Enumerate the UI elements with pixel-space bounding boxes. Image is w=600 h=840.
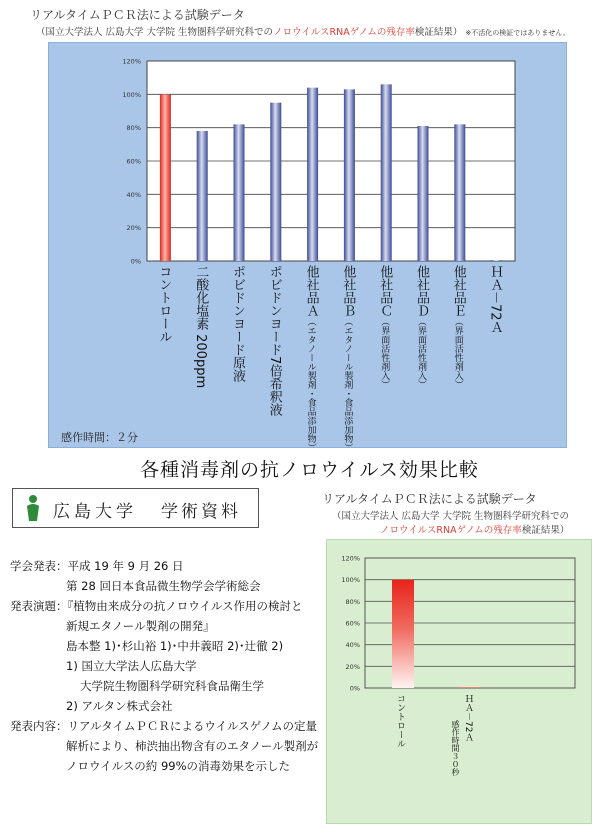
top-category-label-3 [268, 265, 281, 416]
top-category-main: ポビドンヨード7倍希釈液 [266, 265, 282, 417]
info-line-conference: 第 28 回日本食品微生物学会学術総会 [66, 579, 261, 593]
info-line-affil-1: 1) 国立大学法人広島大学 [66, 659, 197, 673]
bottom-y-tick-label: 60% [345, 619, 360, 628]
bottom-chart-panel [326, 539, 592, 824]
top-chart-subtitle: （国立大学法人 広島大学 大学院 生物圏科学研究科でのノロウイルスRNAゲノムの残存率検証結果） ※不活化の検証ではありません。 [36, 27, 570, 38]
top-category-main: 他社品Ａ [303, 265, 319, 317]
top-category-sub: （界面活性剤入） [452, 317, 463, 389]
top-category-main: 他社品Ｅ [450, 265, 466, 317]
info-line-content-2: 解析により、柿渋抽出物含有のエタノール製剤が [66, 739, 319, 753]
top-category-sub: （界面活性剤入） [379, 317, 390, 389]
bottom-label-control: コントロール [395, 694, 405, 748]
info-line-authors: 島本整 1)･杉山裕 1)･中井義昭 2)･辻徹 2) [66, 639, 284, 653]
bottom-y-tick-label: 40% [345, 641, 360, 650]
top-y-tick-label: 80% [126, 124, 141, 133]
top-category-label-7 [415, 265, 428, 389]
top-chart-panel [48, 42, 567, 452]
top-category-label-8 [452, 265, 465, 389]
top-category-sub: （エタノール製剤・食品添加物） [305, 317, 316, 452]
bottom-y-tick-label: 80% [345, 597, 360, 606]
top-y-tick-label: 0% [130, 257, 141, 266]
top-category-label-2 [231, 265, 244, 382]
top-category-label-5 [341, 265, 354, 452]
top-category-label-4 [305, 265, 318, 452]
bottom-label-time: 感作時間３０秒 [451, 720, 460, 776]
bottom-label-ha72a: ＨＡ－72Ａ [463, 694, 473, 742]
top-category-labels [49, 43, 566, 452]
top-category-main: ポビドンヨード原液 [230, 265, 245, 382]
top-category-sub: （界面活性剤入） [416, 317, 426, 389]
top-category-main: 二酸化塩素 200ppm [193, 265, 209, 389]
top-time-label: 感作時間：２分 [61, 431, 138, 444]
logo-doc-label: 学術資料 [161, 502, 241, 522]
top-y-tick-label: 100% [122, 90, 141, 99]
hiroshima-logo [12, 488, 259, 528]
bottom-chart-subtitle-2: ノロウイルスRNAゲノムの残存率検証結果） [380, 525, 570, 536]
top-y-tick-label: 20% [126, 224, 141, 233]
top-category-main: コントロール [156, 265, 172, 343]
top-chart-title: リアルタイムＰＣＲ法による試験データ [30, 8, 245, 22]
info-line-content-3: ノロウイルスの約 99%の消毒効果を示した [66, 759, 291, 773]
top-category-label-9 [489, 265, 502, 334]
bottom-y-tick-label: 0% [349, 684, 360, 693]
top-category-sub: （エタノール製剤・食品添加物） [342, 317, 353, 452]
presentation-info [10, 556, 320, 776]
top-category-main: 他社品Ｄ [414, 265, 429, 317]
top-category-label-1 [194, 265, 207, 388]
bottom-y-tick-label: 120% [341, 554, 360, 563]
bottom-y-tick-label: 100% [341, 576, 360, 585]
top-y-tick-label: 120% [122, 57, 141, 66]
bottom-chart-subtitle-1: （国立大学法人 広島大学 大学院 生物圏科学研究科での [332, 511, 570, 522]
bottom-bar-chart [327, 540, 591, 700]
bottom-bar-0 [392, 580, 414, 688]
university-emblem-icon [23, 494, 45, 522]
top-note: ※不活化の検証ではありません。 [465, 29, 570, 37]
top-category-main: 他社品Ｃ [377, 265, 393, 317]
top-category-main: 他社品Ｂ [340, 265, 356, 317]
logo-university-name: 広島大学 [53, 502, 137, 522]
bottom-y-tick-label: 20% [345, 662, 360, 671]
top-y-tick-label: 40% [126, 190, 141, 199]
top-category-label-6 [378, 265, 391, 389]
top-category-label-0 [157, 265, 170, 343]
info-line-content: 発表内容：リアルタイムＰＣＲによるウイルスゲノムの定量 [10, 719, 318, 733]
info-line-topic-2: 新規エタノール製剤の開発』 [66, 619, 215, 633]
info-line-affil-1b: 大学院生物圏科学研究科食品衛生学 [80, 679, 264, 693]
bottom-chart-title: リアルタイムＰＣＲ法による試験データ [322, 492, 537, 506]
bottom-bar-1 [458, 687, 480, 688]
main-title: 各種消毒剤の抗ノロウイルス効果比較 [140, 459, 479, 481]
info-line-affil-2: 2) アルタン株式会社 [66, 699, 173, 713]
info-line-date: 学会発表：平成 19 年 9 月 26 日 [10, 559, 184, 573]
top-category-main: ＨＡ－72Ａ [487, 265, 503, 334]
info-line-topic: 発表演題：『植物由来成分の抗ノロウイルス作用の検討と [10, 599, 303, 613]
top-y-tick-label: 60% [126, 157, 141, 166]
